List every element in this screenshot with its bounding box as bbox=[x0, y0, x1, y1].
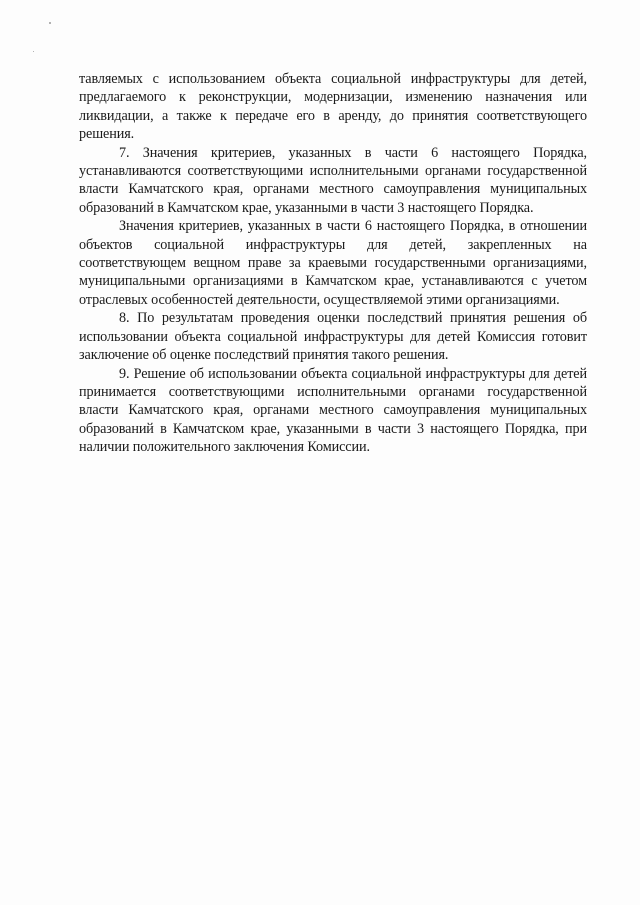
paragraph-9: 9. Решение об использовании объекта социальной инфраструктуры для детей принимается соответствующими исполнительными органами государственной власти Камчатского края, органами местного самоуправления муниципальных образований в Камчатском крае, указанными в части 3 настоящего Порядка, при наличии положительного заключения Комиссии. bbox=[79, 365, 587, 456]
scan-speck bbox=[33, 51, 34, 52]
paragraph-7-criteria-values: Значения критериев, указанных в части 6 настоящего Порядка, в отношении объектов социальной инфраструктуры для детей, закрепленных на соответствующем вещном праве за краевыми государственными организациями, муниципальными организациями в Камчатском крае, устанавливаются с учетом отраслевых особенностей деятельности, осуществляемой этими организациями. bbox=[79, 218, 587, 308]
paragraph-8: 8. По результатам проведения оценки последствий принятия решения об использовании объекта социальной инфраструктуры для детей Комиссия готовит заключение об оценке последствий принятия такого решения. bbox=[79, 310, 587, 364]
document-body bbox=[79, 70, 587, 457]
paragraph-7: 7. Значения критериев, указанных в части 6 настоящего Порядка, устанавливаются соответствующими исполнительными органами государственной власти Камчатского края, органами местного самоуправления муниципальных образований в Камчатском крае, указанными в части 3 настоящего Порядка. bbox=[79, 144, 587, 216]
scan-speck bbox=[49, 22, 51, 24]
paragraph-continuation: тавляемых с использованием объекта социальной инфраструктуры для детей, предлагаемого к реконструкции, модернизации, изменению назначения или ликвидации, а также к передаче его в аренду, до принятия соответствующего решения. bbox=[79, 71, 587, 143]
